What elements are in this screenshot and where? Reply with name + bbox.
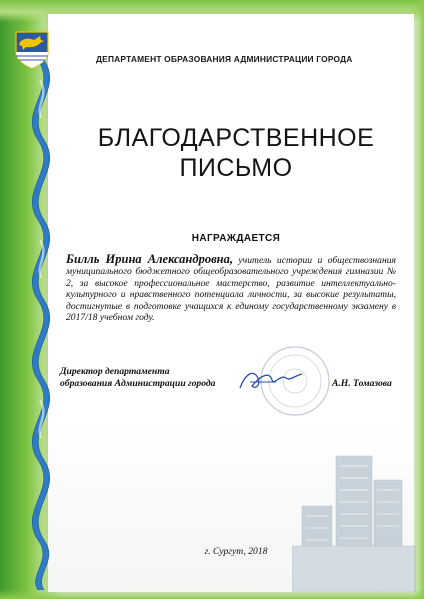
award-reason: учитель истории и обществознания муниципального бюджетного общеобразовательного учреждения гимназии № 2, за высокое профессиональное мастерство, развитие интеллектуально-культурного и нравственного потенциала личности, за высокие результаты, достигнутые в подготовке учащихся к единому государственному экзамену в 2017/18 учебном году. [66,255,396,324]
recipient-name: Билль Ирина Александровна, [66,252,233,266]
signer-name: А.Н. Томазова [332,378,392,389]
signer-position [60,366,240,389]
signer-position-line-2: образования Администрации города [60,377,216,389]
city-crest-icon [14,30,50,70]
awarded-label: НАГРАЖДАЕТСЯ [191,233,281,244]
certificate-title [58,123,414,183]
title-line-2: ПИСЬМО [179,154,293,182]
signature-icon [236,364,306,394]
signer-position-line-1: Директор департамента [60,366,170,377]
award-text [66,254,396,323]
department-name: ДЕПАРТАМЕНТ ОБРАЗОВАНИЯ АДМИНИСТРАЦИИ ГОРОДА [96,54,353,64]
place-and-date: г. Сургут, 2018 [204,546,268,557]
title-line-1: БЛАГОДАРСТВЕННОЕ [97,124,375,152]
city-buildings-decoration [292,446,416,592]
